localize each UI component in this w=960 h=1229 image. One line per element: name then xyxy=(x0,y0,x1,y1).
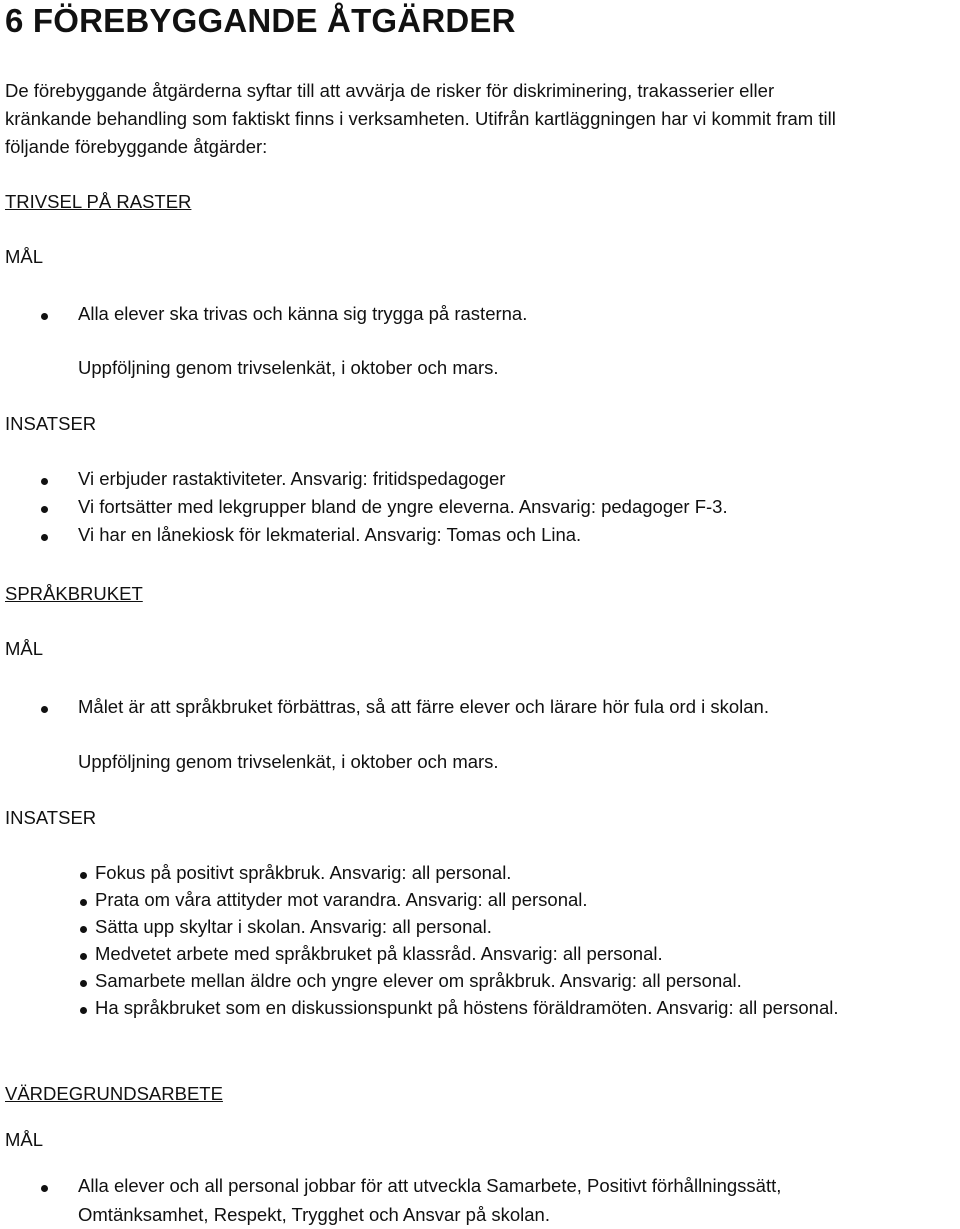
bullet-icon xyxy=(80,953,87,960)
bullet-icon xyxy=(41,706,48,713)
intro-line-1: De förebyggande åtgärderna syftar till att avvärja de risker för diskriminering, trakasserier eller xyxy=(5,80,775,101)
intro-line-3: följande förebyggande åtgärder: xyxy=(5,136,268,157)
list-item: Vi erbjuder rastaktiviteter. Ansvarig: fritidspedagoger xyxy=(78,468,506,489)
bullet-icon xyxy=(41,1185,48,1192)
list-item: Samarbete mellan äldre och yngre elever om språkbruk. Ansvarig: all personal. xyxy=(95,970,742,991)
list-item: Vi fortsätter med lekgrupper bland de yngre eleverna. Ansvarig: pedagoger F-3. xyxy=(78,496,728,517)
section-title-sprakbruket: SPRÅKBRUKET xyxy=(5,583,143,604)
page-title: 6 FÖREBYGGANDE ÅTGÄRDER xyxy=(5,2,516,39)
bullet-icon xyxy=(41,534,48,541)
followup-text: Uppföljning genom trivselenkät, i oktober och mars. xyxy=(78,751,499,772)
list-item-continuation: Omtänksamhet, Respekt, Trygghet och Ansvar på skolan. xyxy=(78,1204,550,1225)
intro-line-2: kränkande behandling som faktiskt finns i verksamheten. Utifrån kartläggningen har vi kommit fram till xyxy=(5,108,836,129)
insatser-label-sprakbruket: INSATSER xyxy=(5,807,97,828)
mal-label-vardegrund: MÅL xyxy=(5,1129,44,1150)
list-item: Fokus på positivt språkbruk. Ansvarig: all personal. xyxy=(95,862,512,883)
bullet-icon xyxy=(80,926,87,933)
mal-label-trivsel: MÅL xyxy=(5,246,44,267)
bullet-icon xyxy=(41,313,48,320)
list-item: Ha språkbruket som en diskussionspunkt på höstens föräldramöten. Ansvarig: all personal. xyxy=(95,997,839,1018)
mal-label-sprakbruket: MÅL xyxy=(5,638,44,659)
insatser-label-trivsel: INSATSER xyxy=(5,413,97,434)
bullet-icon xyxy=(80,899,87,906)
followup-text: Uppföljning genom trivselenkät, i oktober och mars. xyxy=(78,357,499,378)
bullet-icon xyxy=(41,478,48,485)
list-item: Medvetet arbete med språkbruket på klassråd. Ansvarig: all personal. xyxy=(95,943,663,964)
bullet-icon xyxy=(80,980,87,987)
list-item: Målet är att språkbruket förbättras, så att färre elever och lärare hör fula ord i skolan. xyxy=(78,696,769,717)
list-item: Prata om våra attityder mot varandra. Ansvarig: all personal. xyxy=(95,889,588,910)
list-item: Alla elever och all personal jobbar för att utveckla Samarbete, Positivt förhållningssätt, xyxy=(78,1175,782,1196)
list-item: Alla elever ska trivas och känna sig trygga på rasterna. xyxy=(78,303,528,324)
bullet-icon xyxy=(80,1007,87,1014)
bullet-icon xyxy=(80,872,87,879)
list-item: Vi har en lånekiosk för lekmaterial. Ansvarig: Tomas och Lina. xyxy=(78,524,582,545)
list-item: Sätta upp skyltar i skolan. Ansvarig: all personal. xyxy=(95,916,492,937)
section-title-trivsel: TRIVSEL PÅ RASTER xyxy=(5,191,192,212)
bullet-icon xyxy=(41,506,48,513)
section-title-vardegrund: VÄRDEGRUNDSARBETE xyxy=(5,1083,223,1104)
